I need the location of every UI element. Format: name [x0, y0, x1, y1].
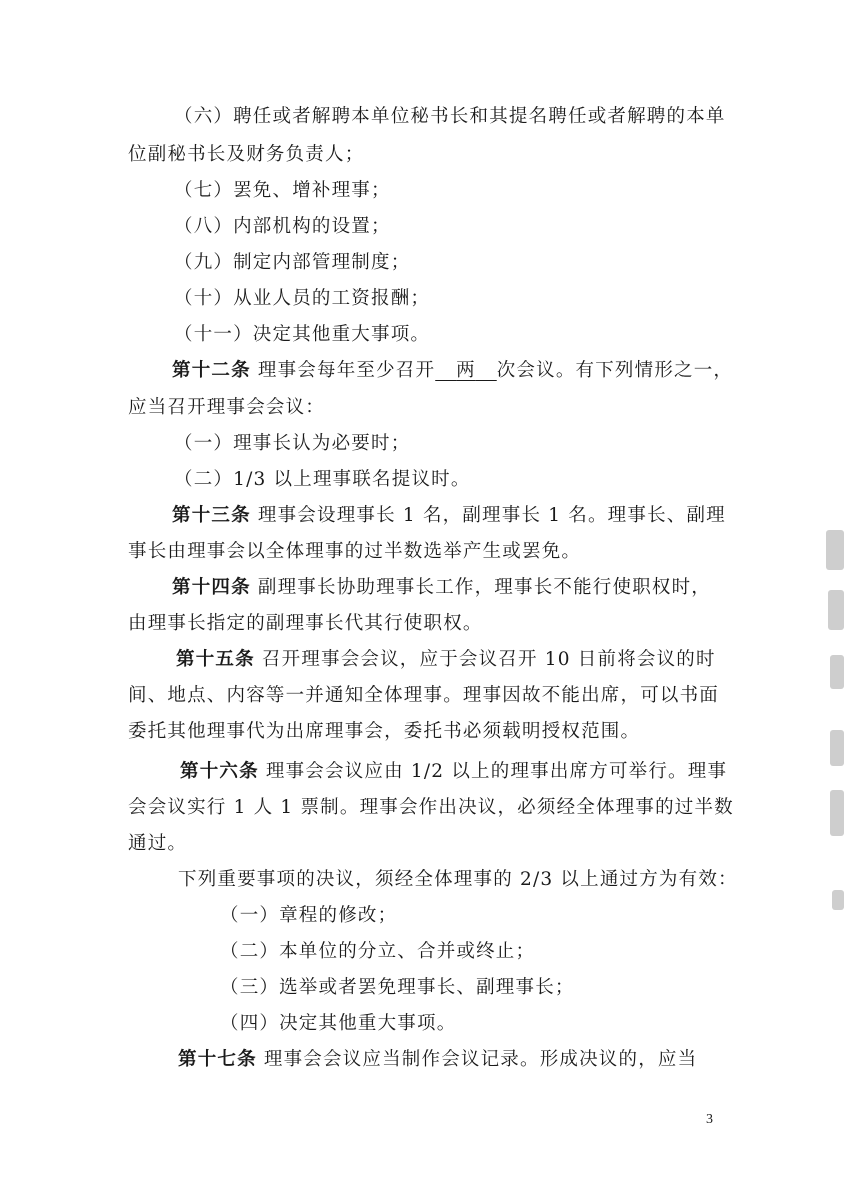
article-13-heading: 第十三条: [172, 505, 251, 526]
article-16-item-4: （四）决定其他重大事项。: [220, 1013, 457, 1034]
article-16-item-2: （二）本单位的分立、合并或终止；: [220, 941, 536, 962]
article-12-heading: 第十二条: [172, 360, 251, 381]
scan-artifact: [828, 590, 844, 630]
article-16-text: 理事会会议应由 1/2 以上的理事出席方可举行。理事: [265, 761, 728, 782]
article-12-text-b: 次会议。有下列情形之一，: [496, 360, 734, 381]
article-15-line-3: 委托其他理事代为出席理事会，委托书必须载明授权范围。: [128, 721, 641, 742]
article-17-line-1: [178, 1046, 697, 1074]
scan-artifact: [830, 790, 844, 836]
article-12-line-1: [172, 357, 733, 385]
article-15-text: 召开理事会会议，应于会议召开 10 日前将会议的时: [261, 649, 716, 670]
article-12-item-2: （二）1/3 以上理事联名提议时。: [174, 469, 471, 490]
article-16-line-3: 通过。: [128, 833, 188, 854]
article-13-line-2: 事长由理事会以全体理事的过半数选举产生或罢免。: [128, 541, 582, 562]
article-16-line-2: 会会议实行 1 人 1 票制。理事会作出决议，必须经全体理事的过半数: [128, 797, 734, 818]
article-15-heading: 第十五条: [176, 649, 255, 670]
scan-artifact: [826, 530, 844, 570]
article-14-text: 副理事长协助理事长工作，理事长不能行使职权时，: [257, 577, 712, 598]
article-16-para-2: 下列重要事项的决议，须经全体理事的 2/3 以上通过方为有效：: [178, 869, 738, 890]
list-item-6-continued: 位副秘书长及财务负责人；: [128, 144, 365, 165]
article-12-item-1: （一）理事长认为必要时；: [174, 433, 411, 454]
article-14-line-1: [172, 574, 711, 602]
article-12-line-2: 应当召开理事会会议：: [128, 397, 326, 418]
article-15-line-2: 间、地点、内容等一并通知全体理事。理事因故不能出席，可以书面: [128, 685, 720, 706]
list-item-6: （六）聘任或者解聘本单位秘书长和其提名聘任或者解聘的本单: [174, 106, 726, 127]
article-17-text: 理事会会议应当制作会议记录。形成决议的，应当: [263, 1049, 698, 1070]
article-13-text: 理事会设理事长 1 名，副理事长 1 名。理事长、副理: [257, 505, 726, 526]
list-item-9: （九）制定内部管理制度；: [174, 252, 411, 273]
article-16-item-1: （一）章程的修改；: [220, 905, 398, 926]
scan-artifact: [832, 890, 844, 910]
article-16-line-1: [180, 758, 727, 786]
page-number: 3: [706, 1112, 713, 1127]
article-15-line-1: [176, 646, 716, 674]
article-14-heading: 第十四条: [172, 577, 251, 598]
scan-artifact: [830, 655, 844, 689]
article-16-item-3: （三）选举或者罢免理事长、副理事长；: [220, 977, 575, 998]
article-12-text-a: 理事会每年至少召开: [257, 360, 436, 381]
list-item-11: （十一）决定其他重大事项。: [174, 324, 431, 345]
scan-artifact: [830, 730, 844, 766]
article-17-heading: 第十七条: [178, 1049, 257, 1070]
article-13-line-1: [172, 502, 726, 530]
article-12-blank-value: 两: [456, 360, 476, 381]
article-14-line-2: 由理事长指定的副理事长代其行使职权。: [128, 613, 483, 634]
list-item-8: （八）内部机构的设置；: [174, 216, 391, 237]
list-item-7: （七）罢免、增补理事；: [174, 180, 391, 201]
list-item-10: （十）从业人员的工资报酬；: [174, 288, 431, 309]
article-16-heading: 第十六条: [180, 761, 259, 782]
